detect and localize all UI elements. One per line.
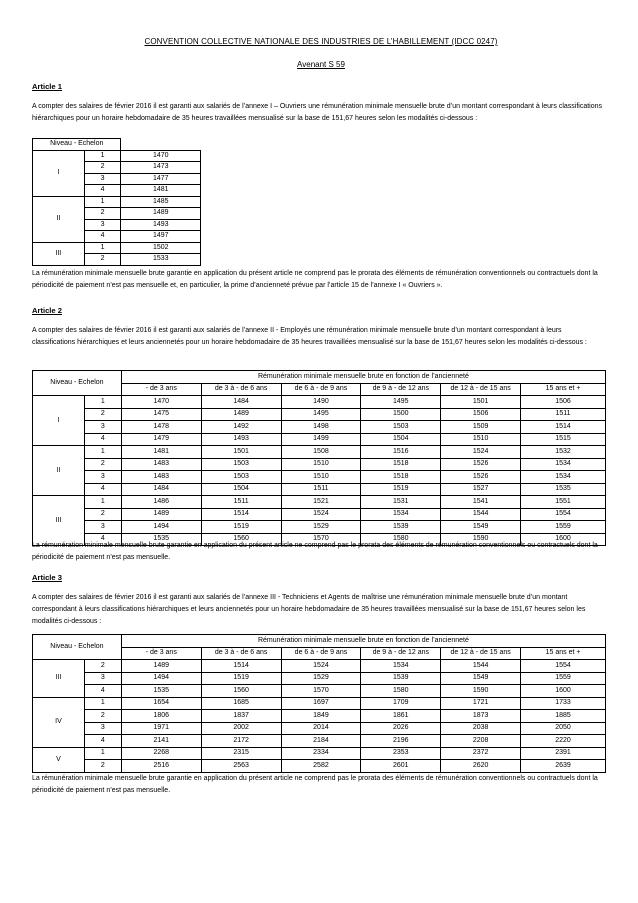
salary-cell: 1551 [521,496,606,509]
salary-cell: 1504 [201,483,281,496]
echelon-cell: 3 [84,521,121,534]
salary-cell: 1559 [521,521,606,534]
salary-cell: 1539 [361,521,441,534]
salary-cell: 1570 [281,685,361,698]
salary-cell: 1697 [281,697,361,710]
echelon-cell: 3 [84,219,121,231]
article-2-table [32,370,606,546]
seniority-column-header: 15 ans et + [521,647,606,660]
salary-cell: 1508 [281,446,361,459]
salary-cell: 1510 [281,471,361,484]
salary-cell: 1837 [201,710,281,723]
niveau-echelon-header: Niveau - Echelon [33,371,122,396]
salary-cell: 1492 [201,421,281,434]
seniority-column-header: de 3 à - de 6 ans [201,647,281,660]
niveau-cell: IV [33,697,85,747]
seniority-column-header: de 9 à - de 12 ans [361,383,441,396]
article-3-intro: A compter des salaires de février 2016 il est garanti aux salariés de l’annexe III - Techniciens et Agents de maîtrise une rémunération minimale mensuelle brute d’un montant correspondant à leurs classifications hiérarchiques et leurs anciennetés pour un horaire hebdomadaire de 35 heures travaillées mensualisé sur la base de 151,67 heures selon les modalités ci-dessous : [32,594,586,626]
salary-cell: 1479 [121,433,201,446]
salary-cell: 2184 [281,735,361,748]
echelon-cell: 3 [84,173,121,185]
salary-cell: 2172 [201,735,281,748]
salary-cell: 1470 [121,150,201,162]
table-row [33,735,606,748]
salary-cell: 1580 [361,685,441,698]
table-row [33,196,201,208]
echelon-cell: 4 [84,231,121,243]
table-row [33,150,201,162]
salary-cell: 1506 [521,396,606,409]
echelon-cell: 3 [84,672,121,685]
echelon-cell: 2 [84,208,121,220]
table-row [33,242,201,254]
table-group-header-row [33,371,606,384]
salary-cell: 1560 [201,685,281,698]
salary-cell: 2026 [361,722,441,735]
table-row [33,747,606,760]
table-row [33,722,606,735]
table-row [33,421,606,434]
salary-cell: 2372 [441,747,521,760]
salary-cell: 2038 [441,722,521,735]
article-3-table [32,634,606,773]
salary-cell: 2014 [281,722,361,735]
salary-cell: 1481 [121,446,201,459]
niveau-cell: I [33,150,85,196]
salary-cell: 2334 [281,747,361,760]
salary-cell: 1733 [521,697,606,710]
article-2-note: La rémunération minimale mensuelle brute garantie en application du présent article ne comprend pas le prorata des éléments de rémunération conventionnels ou contractuels dont la périodicité de paiement n’est pas mensuelle. [32,542,598,562]
echelon-cell: 3 [84,722,121,735]
salary-cell: 2620 [441,760,521,773]
avenant-title: Avenant S 59 [297,60,345,69]
salary-cell: 1570 [281,533,361,546]
salary-cell: 1501 [441,396,521,409]
salary-cell: 1495 [281,408,361,421]
article-1-intro: A compter des salaires de février 2016 il est garanti aux salariés de l’annexe I – Ouvriers une rémunération minimale mensuelle brute d’un montant correspondant à leurs classifications hiérarchiques pour un horaire hebdomadaire de 35 heures travaillées mensualisé sur la base de 151,67 heures selon les modalités ci-dessous : [32,103,603,123]
salary-cell: 1514 [201,660,281,673]
niveau-cell: III [33,660,85,698]
salary-cell: 1504 [361,433,441,446]
salary-cell: 2315 [201,747,281,760]
salary-cell: 1541 [441,496,521,509]
echelon-cell: 1 [84,196,121,208]
table-header-row [33,139,201,151]
salary-cell: 1518 [361,458,441,471]
salary-cell: 1514 [201,508,281,521]
niveau-cell: II [33,196,85,242]
salary-cell: 1521 [281,496,361,509]
salary-cell: 1544 [441,508,521,521]
salary-cell: 1539 [361,672,441,685]
salary-cell: 1534 [361,508,441,521]
echelon-cell: 1 [84,396,121,409]
salary-cell: 1549 [441,521,521,534]
salary-cell: 1481 [121,185,201,197]
salary-cell: 2563 [201,760,281,773]
article-1-note: La rémunération minimale mensuelle brute garantie en application du présent article ne comprend pas le prorata des éléments de rémunération conventionnels ou contractuels dont la périodicité de paiement n’est pas mensuelle et, en particulier, la prime d’ancienneté prévue par l’article 15 de l’annexe I « Ouvriers ». [32,270,598,290]
seniority-column-header: - de 3 ans [121,647,201,660]
table-row [33,458,606,471]
salary-cell: 1489 [201,408,281,421]
document-title: CONVENTION COLLECTIVE NATIONALE DES INDUSTRIES DE L’HABILLEMENT (IDCC 0247) [144,37,498,46]
salary-cell: 1494 [121,521,201,534]
echelon-cell: 1 [84,747,121,760]
salary-cell: 2601 [361,760,441,773]
echelon-cell: 1 [84,446,121,459]
seniority-column-header: - de 3 ans [121,383,201,396]
salary-cell: 1484 [121,483,201,496]
seniority-column-header: de 12 à - de 15 ans [441,647,521,660]
salary-cell: 2391 [521,747,606,760]
salary-cell: 1526 [441,471,521,484]
salary-cell: 1590 [441,533,521,546]
salary-cell: 1514 [521,421,606,434]
salary-cell: 1497 [121,231,201,243]
salary-cell: 1498 [281,421,361,434]
salary-cell: 1544 [441,660,521,673]
salary-cell: 1489 [121,660,201,673]
salary-cell: 1524 [441,446,521,459]
niveau-cell: II [33,446,85,496]
niveau-cell: I [33,396,85,446]
salary-cell: 1526 [441,458,521,471]
echelon-cell: 4 [84,685,121,698]
salary-cell: 1486 [121,496,201,509]
seniority-group-header: Rémunération minimale mensuelle brute en fonction de l’ancienneté [121,371,605,384]
article-1-heading: Article 1 [32,82,62,91]
echelon-cell: 2 [84,458,121,471]
seniority-column-header: de 6 à - de 9 ans [281,383,361,396]
salary-cell: 1473 [121,162,201,174]
table-row [33,710,606,723]
salary-cell: 1516 [361,446,441,459]
salary-cell: 1485 [121,196,201,208]
salary-cell: 1477 [121,173,201,185]
salary-cell: 1600 [521,533,606,546]
echelon-cell: 4 [84,185,121,197]
table-row [33,760,606,773]
salary-cell: 1509 [441,421,521,434]
table-row [33,697,606,710]
seniority-column-header: de 12 à - de 15 ans [441,383,521,396]
salary-cell: 1475 [121,408,201,421]
salary-cell: 1527 [441,483,521,496]
salary-cell: 1524 [281,660,361,673]
table-group-header-row [33,635,606,648]
salary-cell: 2268 [121,747,201,760]
salary-cell: 1873 [441,710,521,723]
salary-cell: 2353 [361,747,441,760]
salary-cell: 1600 [521,685,606,698]
article-1-table [32,138,201,266]
salary-cell: 1524 [281,508,361,521]
salary-cell: 2220 [521,735,606,748]
table-row [33,660,606,673]
salary-cell: 1515 [521,433,606,446]
salary-cell: 1535 [121,685,201,698]
salary-cell: 2196 [361,735,441,748]
echelon-cell: 1 [84,242,121,254]
salary-cell: 1519 [201,672,281,685]
echelon-cell: 3 [84,471,121,484]
table-row [33,483,606,496]
salary-cell: 1510 [281,458,361,471]
salary-cell: 1489 [121,208,201,220]
salary-cell: 1554 [521,660,606,673]
seniority-column-header: de 6 à - de 9 ans [281,647,361,660]
article-2-intro: A compter des salaires de février 2016 il est garanti aux salariés de l’annexe II - Employés une rémunération minimale mensuelle brute d’un montant correspondant à leurs classifications hiérarchiques et leurs anciennetés pour un horaire hebdomadaire de 35 heures travaillées mensualisé sur la base de 151,67 heures selon les modalités ci-dessous : [32,327,587,347]
salary-cell: 1532 [521,446,606,459]
salary-cell: 1502 [121,242,201,254]
salary-cell: 1685 [201,697,281,710]
salary-cell: 1534 [521,458,606,471]
salary-cell: 1499 [281,433,361,446]
salary-cell: 1849 [281,710,361,723]
salary-cell: 1721 [441,697,521,710]
salary-cell: 1709 [361,697,441,710]
salary-cell: 1861 [361,710,441,723]
salary-cell: 1535 [121,533,201,546]
echelon-cell: 1 [84,496,121,509]
echelon-cell: 2 [84,162,121,174]
seniority-column-header: de 9 à - de 12 ans [361,647,441,660]
table-row [33,672,606,685]
salary-cell: 1493 [121,219,201,231]
salary-cell: 1510 [441,433,521,446]
salary-cell: 1489 [121,508,201,521]
salary-cell: 1494 [121,672,201,685]
niveau-cell: III [33,242,85,265]
salary-cell: 1501 [201,446,281,459]
table-row [33,508,606,521]
salary-cell: 1535 [521,483,606,496]
echelon-cell: 2 [84,254,121,266]
salary-cell: 1529 [281,521,361,534]
salary-cell: 1519 [361,483,441,496]
salary-cell: 2141 [121,735,201,748]
salary-cell: 1580 [361,533,441,546]
salary-cell: 1503 [201,471,281,484]
salary-cell: 1534 [521,471,606,484]
article-2-heading: Article 2 [32,306,62,315]
salary-cell: 1495 [361,396,441,409]
seniority-group-header: Rémunération minimale mensuelle brute en fonction de l’ancienneté [121,635,605,648]
niveau-cell: V [33,747,85,772]
table-row [33,408,606,421]
salary-cell: 1470 [121,396,201,409]
salary-cell: 1560 [201,533,281,546]
echelon-cell: 1 [84,697,121,710]
salary-cell: 1533 [121,254,201,266]
salary-cell: 1654 [121,697,201,710]
salary-cell: 1971 [121,722,201,735]
echelon-cell: 2 [84,660,121,673]
table-row [33,685,606,698]
echelon-cell: 2 [84,760,121,773]
salary-cell: 1531 [361,496,441,509]
article-3-note: La rémunération minimale mensuelle brute garantie en application du présent article ne comprend pas le prorata des éléments de rémunération conventionnels ou contractuels dont la périodicité de paiement n’est pas mensuelle. [32,775,598,795]
echelon-cell: 4 [84,735,121,748]
seniority-column-header: 15 ans et + [521,383,606,396]
seniority-column-header: de 3 à - de 6 ans [201,383,281,396]
article-3-heading: Article 3 [32,573,62,582]
echelon-cell: 4 [84,533,121,546]
salary-cell: 2516 [121,760,201,773]
echelon-cell: 2 [84,710,121,723]
echelon-cell: 4 [84,483,121,496]
echelon-cell: 4 [84,433,121,446]
salary-cell: 1503 [201,458,281,471]
salary-cell: 1534 [361,660,441,673]
salary-cell: 1529 [281,672,361,685]
salary-cell: 1500 [361,408,441,421]
salary-cell: 1506 [441,408,521,421]
salary-cell: 1549 [441,672,521,685]
salary-cell: 1559 [521,672,606,685]
salary-cell: 1493 [201,433,281,446]
salary-cell: 1490 [281,396,361,409]
salary-cell: 2582 [281,760,361,773]
salary-cell: 1518 [361,471,441,484]
salary-cell: 2002 [201,722,281,735]
echelon-cell: 3 [84,421,121,434]
table-row [33,433,606,446]
niveau-echelon-header: Niveau - Echelon [33,635,122,660]
table-row [33,496,606,509]
echelon-cell: 1 [84,150,121,162]
salary-cell: 1554 [521,508,606,521]
table-row [33,396,606,409]
niveau-echelon-header: Niveau - Echelon [33,139,121,151]
table-row [33,446,606,459]
salary-cell: 1484 [201,396,281,409]
niveau-cell: III [33,496,85,546]
table-row [33,471,606,484]
salary-cell: 1483 [121,471,201,484]
salary-cell: 2208 [441,735,521,748]
echelon-cell: 2 [84,508,121,521]
salary-cell: 1519 [201,521,281,534]
salary-cell: 1511 [201,496,281,509]
salary-cell: 1511 [521,408,606,421]
salary-cell: 2050 [521,722,606,735]
salary-cell: 1478 [121,421,201,434]
echelon-cell: 2 [84,408,121,421]
salary-cell: 1806 [121,710,201,723]
salary-cell: 1885 [521,710,606,723]
salary-cell: 1483 [121,458,201,471]
salary-cell: 2639 [521,760,606,773]
salary-cell: 1503 [361,421,441,434]
salary-cell: 1511 [281,483,361,496]
salary-cell: 1590 [441,685,521,698]
table-row [33,521,606,534]
